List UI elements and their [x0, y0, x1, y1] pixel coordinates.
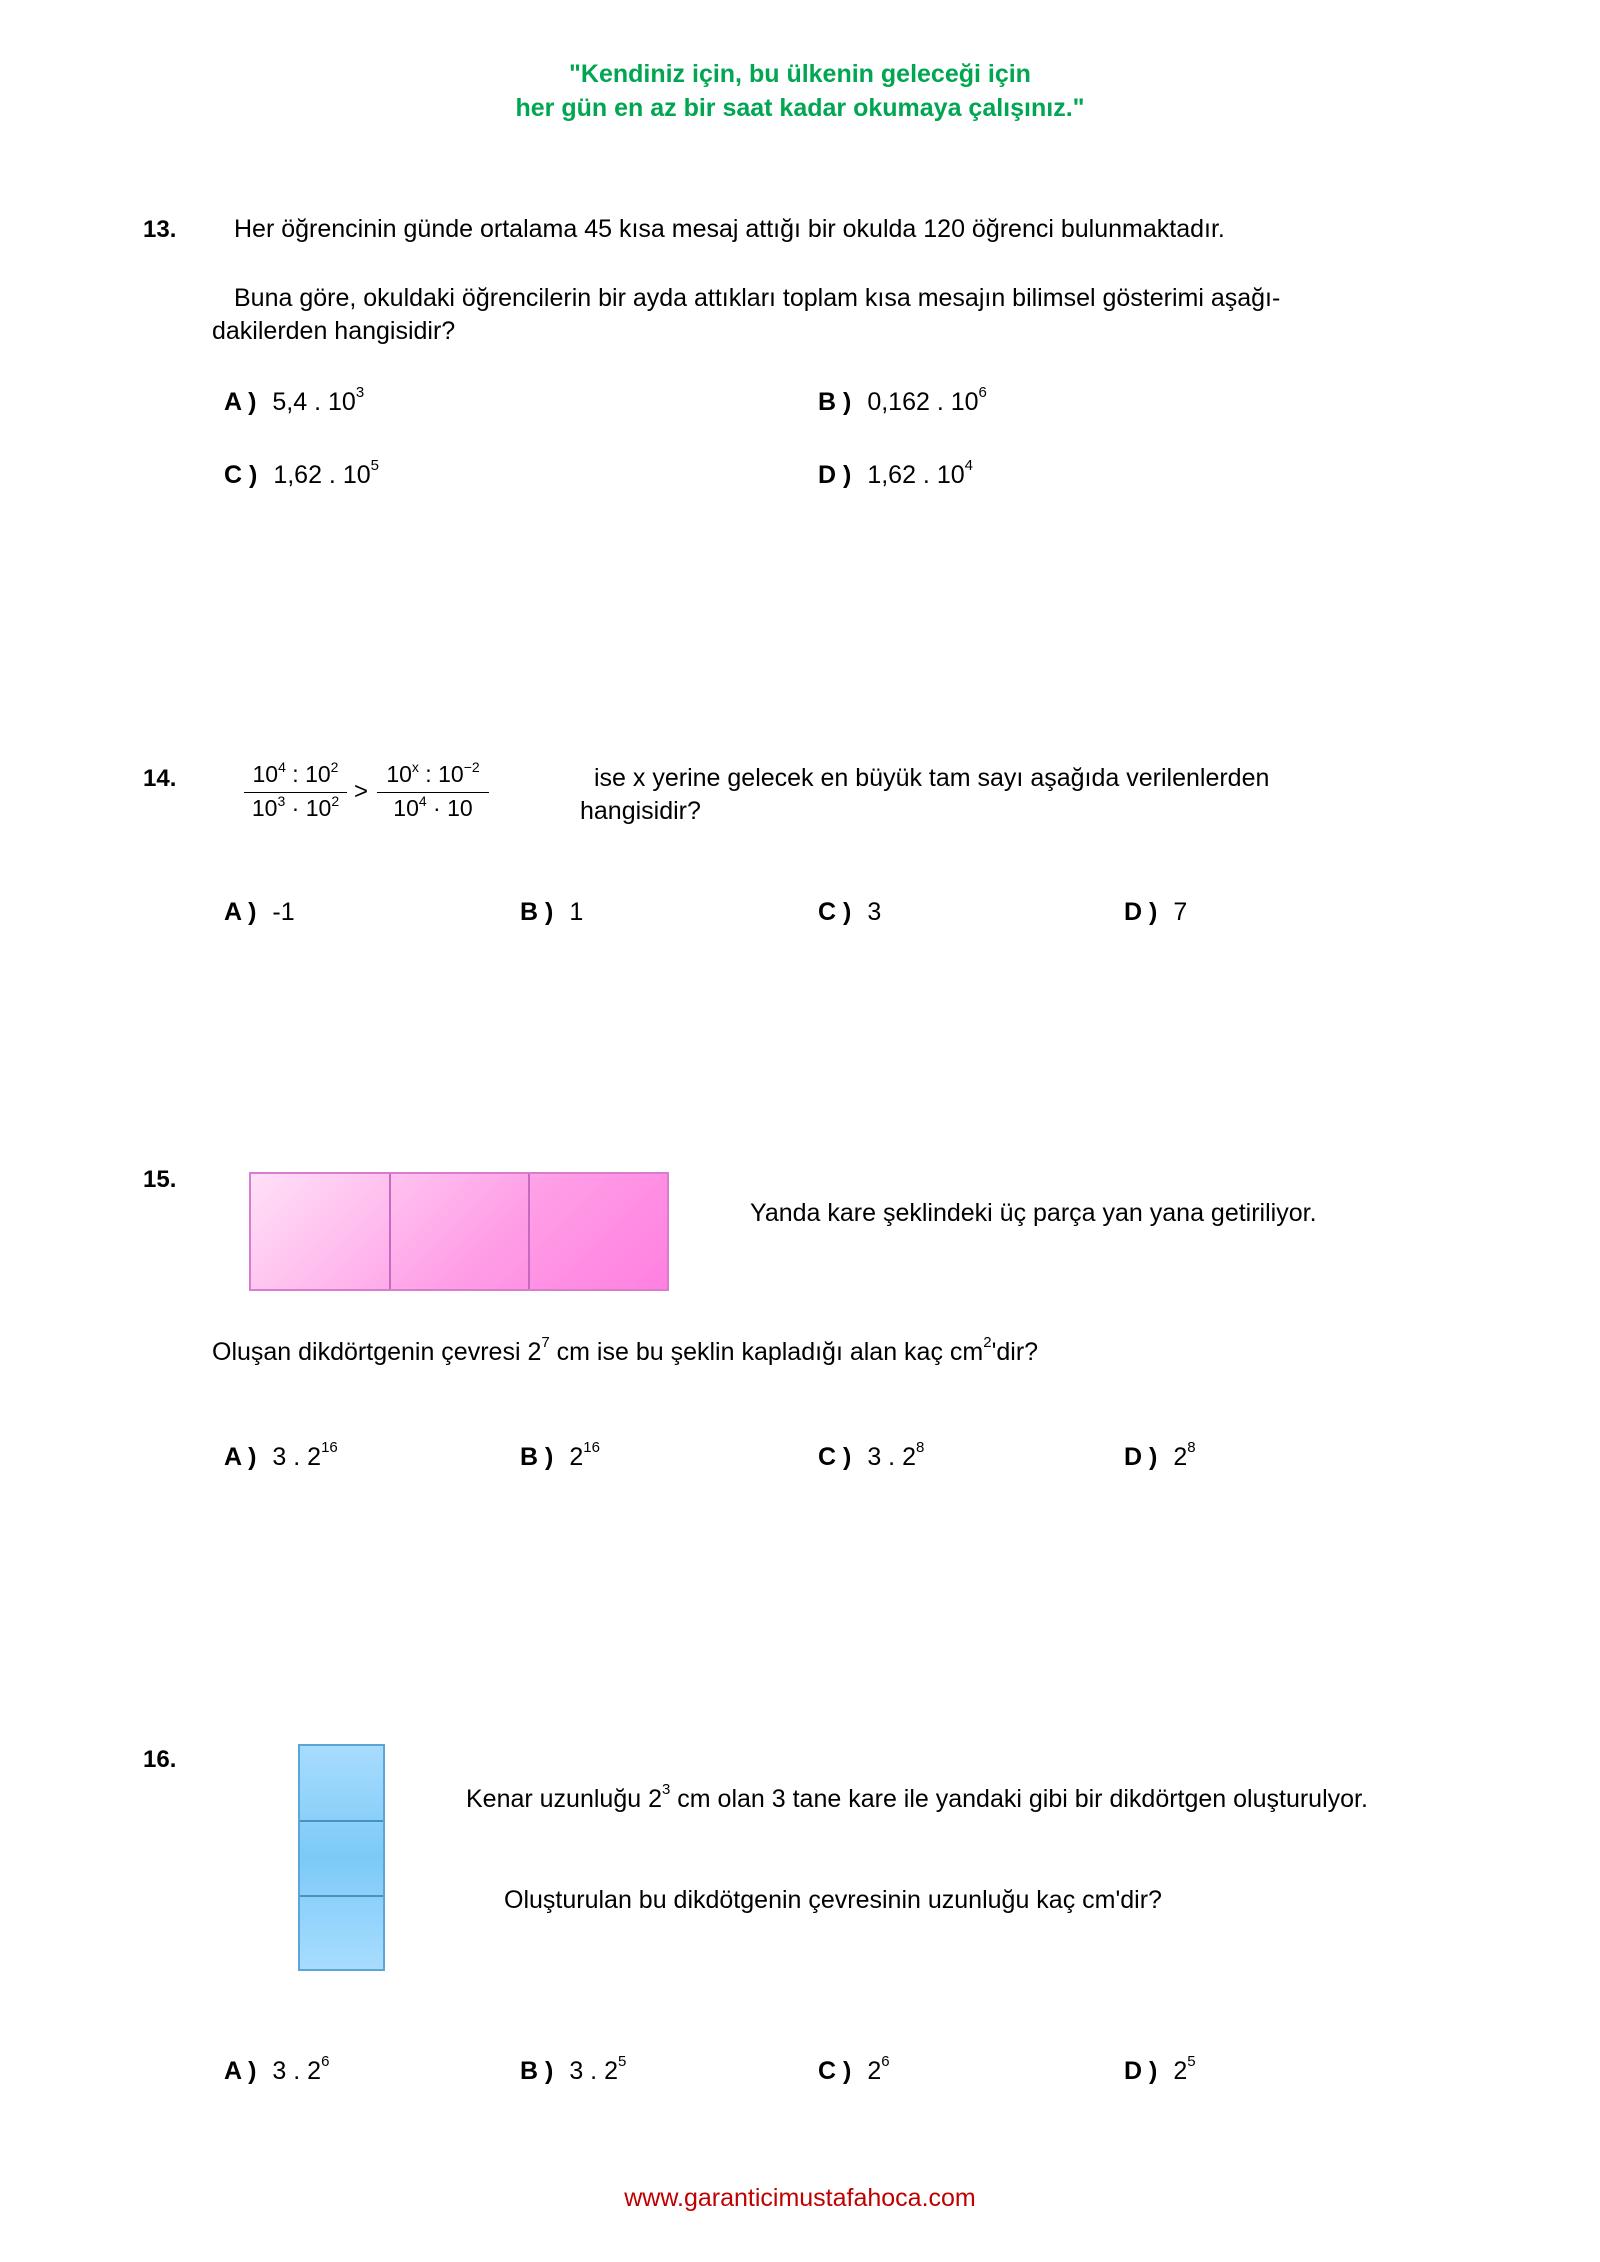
option-label: C )	[818, 2057, 852, 2085]
q16-option-c[interactable]	[818, 2053, 890, 2086]
option-value: 3 . 2	[272, 2057, 322, 2085]
q16-option-b[interactable]	[520, 2053, 627, 2086]
q13-option-c[interactable]	[224, 457, 379, 490]
option-exponent: 16	[583, 1439, 600, 1456]
option-exponent: 6	[321, 2053, 330, 2070]
option-label: B )	[520, 1443, 554, 1471]
option-exponent: 6	[881, 2053, 890, 2070]
question-13-number: 13.	[143, 216, 177, 243]
option-exponent: 5	[370, 457, 379, 474]
question-13-line-1: Her öğrencinin günde ortalama 45 kısa mesaj attığı bir okulda 120 öğrenci bulunmaktadır.	[234, 215, 1225, 243]
option-value: 2	[867, 2057, 882, 2085]
q15-option-d[interactable]	[1124, 1439, 1196, 1472]
option-exponent: 6	[978, 384, 987, 401]
fraction-right-numerator: 10$^x$ : $10^{-2}$	[377, 761, 489, 793]
q14-option-c[interactable]	[818, 898, 881, 927]
option-label: D )	[1124, 2057, 1158, 2085]
option-label: A )	[224, 2057, 257, 2085]
q13-option-d[interactable]	[818, 457, 973, 490]
fraction-left-denominator: $10^3 \cdot 10^2$	[251, 793, 340, 821]
motto-line-1: "Kendiniz için, bu ülkenin geleceği için	[569, 60, 1031, 88]
option-value: 2	[569, 1443, 584, 1471]
footer-website-link[interactable]: www.garanticimustafahoca.com	[624, 2184, 976, 2212]
three-squares-vertical-figure	[298, 1744, 385, 1971]
question-16-number: 16.	[143, 1746, 177, 1773]
q14-option-b[interactable]	[520, 898, 583, 927]
option-value: 3 . 2	[867, 1443, 916, 1471]
option-exponent: 5	[1187, 2053, 1196, 2070]
option-label: D )	[818, 461, 852, 489]
greater-than-sign: >	[354, 778, 369, 805]
q13-option-b[interactable]	[818, 384, 987, 417]
option-label: B )	[520, 898, 554, 926]
question-16-line-1: Kenar uzunluğu $2^3$ cm olan 3 tane kare ile yandaki gibi bir dikdörtgen oluşturulyor.	[466, 1781, 1368, 1813]
option-exponent: 3	[355, 384, 365, 401]
option-label: B )	[520, 2057, 554, 2085]
option-value: 1,62 . 10	[867, 461, 965, 489]
option-value: 3 . 2	[272, 1443, 322, 1471]
option-value: 0,162 . 10	[867, 388, 979, 416]
q16-option-d[interactable]	[1124, 2053, 1196, 2086]
option-label: A )	[224, 388, 257, 416]
q13-option-a[interactable]	[224, 384, 365, 417]
option-value: 2	[1173, 1443, 1188, 1471]
square-divider	[389, 1174, 391, 1289]
option-value: 2	[1173, 2057, 1188, 2085]
option-label: C )	[818, 1443, 852, 1471]
option-value: 3	[867, 898, 882, 926]
question-15-question: Oluşan dikdörtgenin çevresi $2^7$ cm ise bu şeklin kapladığı alan kaç $cm^2'dir$?	[212, 1334, 1039, 1366]
option-value: 1,62 . 10	[273, 461, 371, 489]
option-value: 5,4 . 10	[272, 388, 356, 416]
q14-option-d[interactable]	[1124, 898, 1187, 927]
fraction-left	[244, 761, 347, 822]
option-label: C )	[224, 461, 258, 489]
option-exponent: 8	[1187, 1439, 1196, 1456]
question-16-line-2: Oluşturulan bu dikdötgenin çevresinin uzunluğu kaç cm'dir?	[504, 1886, 1162, 1914]
option-value: 1	[569, 898, 584, 926]
q15-option-a[interactable]	[224, 1439, 338, 1472]
q15-option-b[interactable]	[520, 1439, 600, 1472]
option-label: B )	[818, 388, 852, 416]
question-14-number: 14.	[143, 765, 177, 792]
fraction-left-numerator: $10^4$ : $10^2$	[244, 761, 347, 793]
option-value: 7	[1173, 898, 1188, 926]
option-value: 3 . 2	[569, 2057, 618, 2085]
question-15-number: 15.	[143, 1166, 177, 1193]
fraction-right-denominator: $10^4 \cdot 10$	[393, 793, 473, 821]
option-exponent: 8	[915, 1439, 925, 1456]
option-label: C )	[818, 898, 852, 926]
q14-option-a[interactable]	[224, 898, 295, 927]
q15-option-c[interactable]	[818, 1439, 925, 1472]
option-label: D )	[1124, 898, 1158, 926]
option-exponent: 4	[964, 457, 973, 474]
question-15-side-text: Yanda kare şeklindeki üç parça yan yana getiriliyor.	[750, 1199, 1317, 1227]
three-squares-horizontal-figure	[249, 1172, 669, 1291]
question-14-line-2: hangisidir?	[580, 797, 701, 825]
question-13-line-2: Buna göre, okuldaki öğrencilerin bir ayda attıkları toplam kısa mesajın bilimsel gösterimi aşağı-	[234, 284, 1281, 312]
option-label: A )	[224, 898, 257, 926]
option-label: A )	[224, 1443, 257, 1471]
fraction-right	[377, 761, 489, 822]
option-value: -1	[272, 898, 295, 926]
q16-option-a[interactable]	[224, 2053, 330, 2086]
question-13-line-3: dakilerden hangisidir?	[212, 317, 456, 345]
option-exponent: 16	[321, 1439, 338, 1456]
square-divider	[300, 1895, 383, 1897]
option-label: D )	[1124, 1443, 1158, 1471]
square-divider	[300, 1820, 383, 1822]
motto-line-2: her gün en az bir saat kadar okumaya çalışınız."	[515, 94, 1085, 122]
question-14-line-1: ise x yerine gelecek en büyük tam sayı aşağıda verilenlerden	[594, 764, 1270, 792]
square-divider	[528, 1174, 530, 1289]
option-exponent: 5	[617, 2053, 627, 2070]
